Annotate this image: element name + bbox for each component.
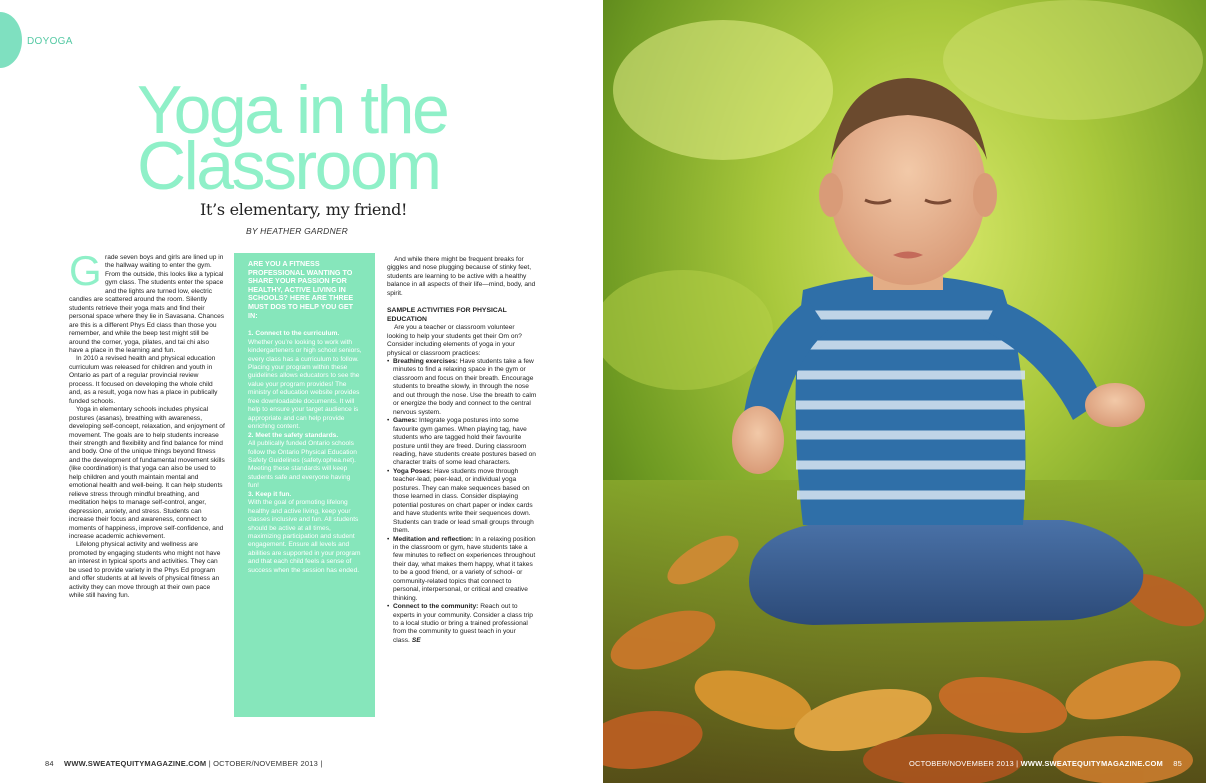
title-line-1: Yoga in the <box>137 72 448 148</box>
article-title <box>137 72 497 204</box>
end-mark: SE <box>411 636 421 644</box>
list-item <box>387 603 537 645</box>
footer-right <box>909 759 1182 768</box>
list-item <box>387 536 537 604</box>
list-item-text: Have students take a few minutes to find a relaxing space in the gym or classroom and focus on their breath. Encourage students to breathe slowly, in through the nose and out through the nose. Use the breath to calm or energize the body and connect to the central nervous system. <box>393 357 537 416</box>
drop-cap: G <box>69 247 102 294</box>
article-subtitle: It’s elementary, my friend! <box>200 200 408 219</box>
paragraph: In 2010 a revised health and physical education curriculum was released for children and youth in Ontario as part of a regular provincial review process. It focused on developing the whole child and, as a result, yoga now has a place in publically funded schools. <box>69 355 218 405</box>
list-item-title: Breathing exercises: <box>393 357 458 365</box>
paragraph: Are you a teacher or classroom volunteer looking to help your students get their Om on? Consider including elements of yoga in your physical or classroom practices: <box>387 324 522 357</box>
sidebar-item-text: With the goal of promoting lifelong healthy and active living, keep your classes inclusive and fun. All students should be active at all times, maximizing participation and student engagement. Ensure all levels and abilities are supported in your program and that each child feels a sense of success when the session has ended. <box>248 499 361 574</box>
sidebar-item <box>248 432 363 491</box>
list-item-title: Games: <box>393 417 418 425</box>
footer-site: WWW.SWEATEQUITYMAGAZINE.COM <box>1020 759 1163 768</box>
list-item <box>387 358 537 417</box>
list-item-title: Meditation and reflection: <box>393 535 474 543</box>
list-item-title: Yoga Poses: <box>393 467 433 475</box>
footer-left <box>45 759 322 768</box>
paragraph: Lifelong physical activity and wellness are promoted by engaging students who might not have an interest in typical sports and activities. They can be used to provide variety in the Phys Ed program and offer students at all levels of physical fitness an activity they can move through at their own pace while still having fun. <box>69 541 221 600</box>
list-item <box>387 468 537 536</box>
list-item-text: Reach out to experts in your community. Consider a class trip to a local studio or bring a trained professional from the community to guest teach in your class. <box>393 603 533 644</box>
sidebar-box <box>234 253 375 717</box>
byline: BY HEATHER GARDNER <box>246 226 348 236</box>
sidebar-item-text: Whether you’re looking to work with kindergarteners or high school seniors, every class has a curriculum to follow. Placing your program within these guidelines allows educators to see the value your program provides! The ministry of education website provides free downloadable documents. It will help to ensure your target audience is appropriate and can help provide enriching content. <box>248 338 362 431</box>
body-column-1 <box>69 247 225 601</box>
section-label: DOYOGA <box>27 36 73 47</box>
sidebar-item-text: All publically funded Ontario schools follow the Ontario Physical Education Safety Guidelines (safety.ophea.net). Meeting these standards will keep students safe and everyone having fun! <box>248 440 357 490</box>
section-tab-marker <box>0 12 22 68</box>
list-item-text: Have students move through teacher-lead, peer-lead, or individual yoga postures. They can make sequences based on those learned in class. Consider displaying potential postures on chart paper or index cards and have students write their sequences down. Students can trade or lead small groups through them. <box>393 467 534 535</box>
page-number: 84 <box>45 759 54 768</box>
right-page <box>603 0 1206 783</box>
list-item-text: Integrate yoga postures into some favourite gym games. When playing tag, have students who are tagged hold their favourite posture until they are freed. During classroom reading, have students create postures based on character traits of some lead characters. <box>393 417 536 467</box>
list-item-text: In a relaxing position in the classroom or gym, have students take a few minutes to reflect on experiences throughout their day, what makes them happy, what it takes to be a good friend, or a variety of school- or community-related topics that connect to personal, interpersonal, or critical and creative thinking. <box>393 535 536 602</box>
sidebar-item <box>248 330 363 431</box>
paragraph: rade seven boys and girls are lined up in the hallway waiting to enter the gym. From the outside, this looks like a typical gym class. The students enter the space and the lights are turned low, electric candles are scattered around the room. Silently students retrieve their yoga mats and find their personal space where they lie in Savasana. Chances are this is a different Phys Ed class than those you remember, and while the beep test might still be around the corner, yoga, pilates, and tai chi also have a place in the learning and fun. <box>69 254 225 354</box>
sidebar-item-title: 3. Keep it fun. <box>248 490 292 498</box>
footer-site: WWW.SWEATEQUITYMAGAZINE.COM <box>64 759 207 768</box>
sidebar-heading: ARE YOU A FITNESS PROFESSIONAL WANTING TO SHARE YOUR PASSION FOR HEALTHY, ACTIVE LIVING IN SCHOOLS? HERE ARE THREE MUST DOS TO HELP YOU GET IN: <box>248 259 354 320</box>
paragraph: And while there might be frequent breaks for giggles and nose plugging because of stinky feet, students are learning to be active with a healthy balance in all aspects of their life—mind, body, and spirit. <box>387 256 536 297</box>
page-number: 85 <box>1173 759 1182 768</box>
subheading: SAMPLE ACTIVITIES FOR PHYSICAL EDUCATION <box>387 307 507 323</box>
list-item-title: Connect to the community: <box>393 603 479 611</box>
list-item <box>387 417 537 468</box>
sidebar-item <box>248 491 363 576</box>
title-line-2: Classroom <box>137 128 440 204</box>
sidebar-item-title: 1. Connect to the curriculum. <box>248 330 340 338</box>
meditating-child-photo <box>603 0 1206 783</box>
paragraph: Yoga in elementary schools includes physical postures (asanas), breathing with awareness, developing self-concept, relaxation, and enjoyment of movement. The goals are to help students increase their strength and flexibility and find balance for mind and body. One of the unique things beyond fitness and the development of fundamental movement skills (like coordination) is that yoga can also be used to help children and youth maintain mental and emotional health and well-being. It can help students relieve stress through mindful breathing, and meditation helps to manage self-control, anger, depression, anxiety, and stress. Students can increase their focus and awareness, connect to moments of happiness, improve self-confidence, and increase academic achievement. <box>69 406 225 540</box>
footer-issue: | OCTOBER/NOVEMBER 2013 | <box>208 759 323 768</box>
footer-issue: OCTOBER/NOVEMBER 2013 | <box>908 759 1019 768</box>
body-column-3 <box>387 256 537 645</box>
sidebar-item-title: 2. Meet the safety standards. <box>248 431 339 439</box>
